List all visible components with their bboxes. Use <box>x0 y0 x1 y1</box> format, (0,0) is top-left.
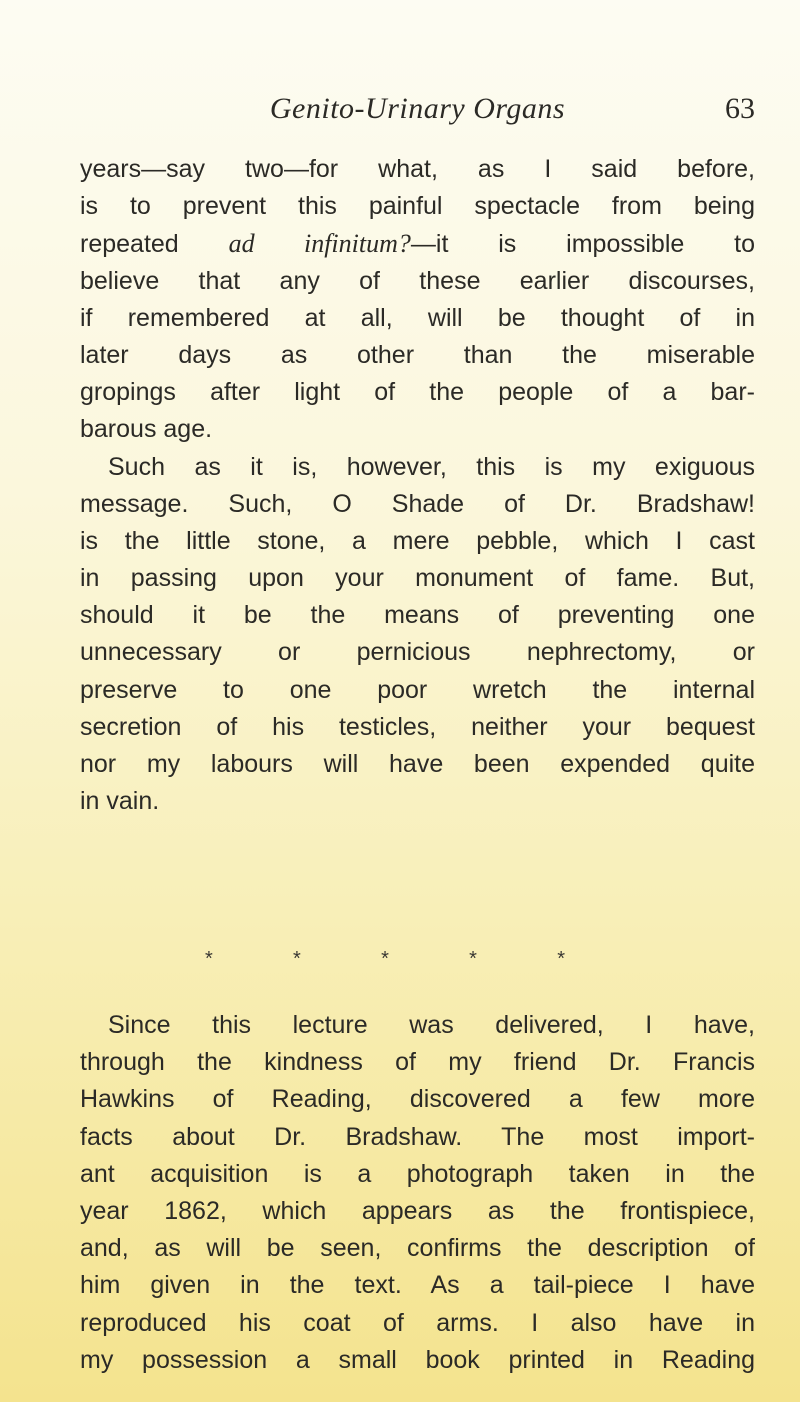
text-line-with-italic <box>80 225 755 262</box>
text-line: and, as will be seen, confirms the description of <box>80 1234 755 1263</box>
text-line: year 1862, which appears as the frontispiece, <box>80 1196 755 1225</box>
body-text-upper <box>80 151 755 820</box>
text-line: Since this lecture was delivered, I have, <box>108 1011 755 1039</box>
text-line: in vain. <box>80 787 160 816</box>
text-line: him given in the text. As a tail-piece I have <box>80 1271 755 1300</box>
text-line: believe that any of these earlier discourses, <box>80 266 755 295</box>
page-number: 63 <box>725 92 755 125</box>
text-line: ant acquisition is a photograph taken in the <box>80 1159 755 1188</box>
text-line: if remembered at all, will be thought of in <box>80 303 755 332</box>
text-line: reproduced his coat of arms. I also have in <box>80 1308 755 1337</box>
text-line: facts about Dr. Bradshaw. The most import- <box>80 1122 755 1151</box>
page-header <box>80 92 755 140</box>
text-line: through the kindness of my friend Dr. Francis <box>80 1048 755 1077</box>
text-line: message. Such, O Shade of Dr. Bradshaw! <box>80 489 755 518</box>
text-line: gropings after light of the people of a bar- <box>80 378 755 407</box>
text-line: unnecessary or pernicious nephrectomy, or <box>80 638 755 667</box>
running-title: Genito-Urinary Organs <box>269 92 566 125</box>
asterisk: * <box>557 948 565 970</box>
text-segment: repeated <box>80 230 229 259</box>
text-line: preserve to one poor wretch the internal <box>80 675 755 704</box>
text-line: barous age. <box>80 415 213 444</box>
text-line: my possession a small book printed in Reading <box>80 1345 755 1374</box>
asterisk: * <box>293 948 301 970</box>
text-line: Such as it is, however, this is my exiguous <box>108 452 755 481</box>
section-separator <box>205 948 565 971</box>
asterisk: * <box>469 948 477 970</box>
text-line: in passing upon your monument of fame. But, <box>80 564 755 593</box>
text-line: later days as other than the miserable <box>80 340 755 369</box>
text-line: should it be the means of preventing one <box>80 601 755 630</box>
body-text-lower <box>80 1007 755 1379</box>
text-line: secretion of his testicles, neither your bequest <box>80 712 755 741</box>
text-line: is the little stone, a mere pebble, which I cast <box>80 526 755 555</box>
text-line: Hawkins of Reading, discovered a few more <box>80 1085 755 1114</box>
text-line: nor my labours will have been expended quite <box>80 750 755 778</box>
italic-phrase: ad infinitum? <box>228 229 411 259</box>
text-line: is to prevent this painful spectacle from being <box>80 192 755 221</box>
asterisk: * <box>205 948 213 970</box>
text-line: years—say two—for what, as I said before, <box>80 155 755 183</box>
asterisk: * <box>381 948 389 970</box>
text-segment: —it is impossible to <box>410 230 755 259</box>
